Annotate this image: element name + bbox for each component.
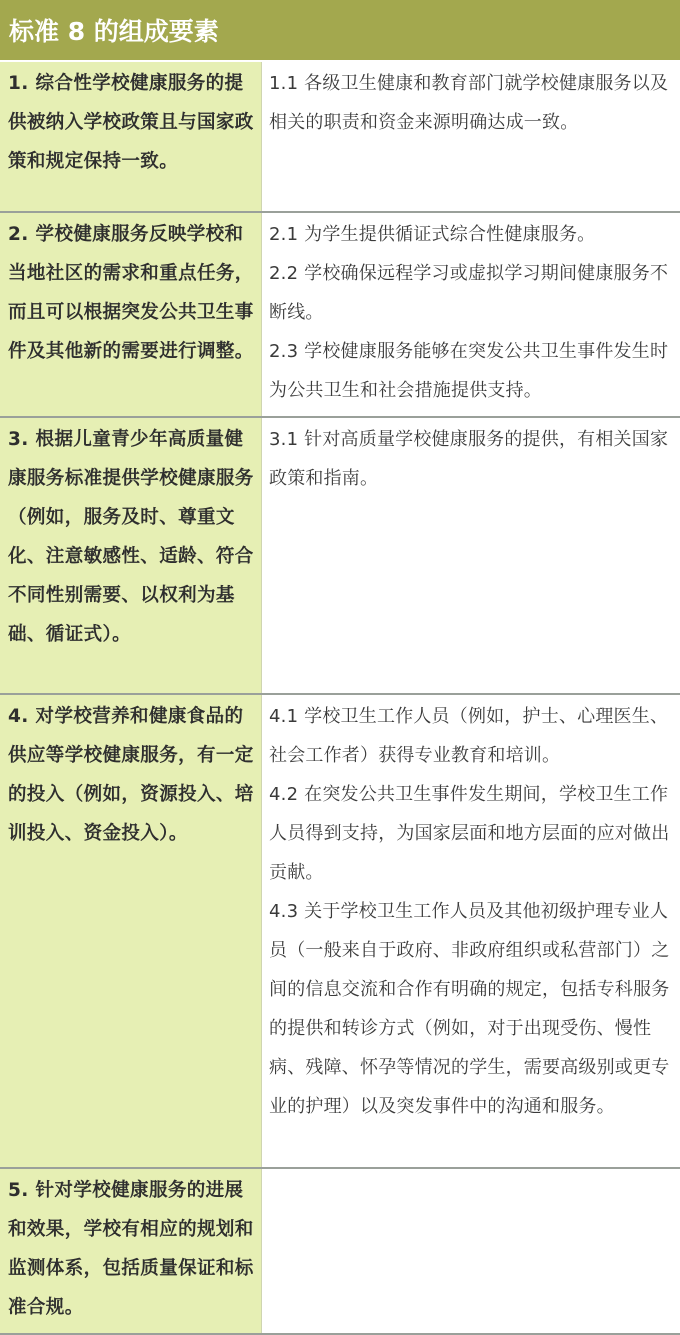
- item-text: 4.2 在突发公共卫生事件发生期间，学校卫生工作人员得到支持，为国家层面和地方层面的应对做出贡献。: [269, 784, 670, 883]
- standard-cell: [0, 1169, 261, 1333]
- item-text: 1.1 各级卫生健康和教育部门就学校健康服务以及相关的职责和资金来源明确达成一致。: [269, 73, 669, 133]
- item-text: 3.1 针对高质量学校健康服务的提供，有相关国家政策和指南。: [269, 429, 669, 489]
- table-row: [0, 695, 680, 1169]
- table-row: [0, 418, 680, 695]
- item-text: 4.3 关于学校卫生工作人员及其他初级护理专业人员（一般来自于政府、非政府组织或私营部门）之间的信息交流和合作有明确的规定，包括专科服务的提供和转诊方式（例如，对于出现受伤、慢性病、残障、怀孕等情况的学生，需要高级别或更专业的护理）以及突发事件中的沟通和服务。: [269, 901, 670, 1117]
- item-text: 2.1 为学生提供循证式综合性健康服务。: [269, 224, 596, 245]
- standard-text: 5. 针对学校健康服务的进展和效果，学校有相应的规划和监测体系，包括质量保证和标准合规。: [8, 1180, 254, 1318]
- table-row: [0, 213, 680, 418]
- standard-cell: [0, 695, 261, 1167]
- table-row: [0, 62, 680, 213]
- standard-text: 1. 综合性学校健康服务的提供被纳入学校政策且与国家政策和规定保持一致。: [8, 73, 254, 172]
- standard-cell: [0, 213, 261, 416]
- item-text: 2.2 学校确保远程学习或虚拟学习期间健康服务不断线。: [269, 263, 669, 323]
- table-header: [0, 0, 680, 62]
- items-cell: [261, 695, 680, 1167]
- standard-text: 2. 学校健康服务反映学校和当地社区的需求和重点任务，而且可以根据突发公共卫生事件及其他新的需要进行调整。: [8, 224, 254, 362]
- item-text: 4.1 学校卫生工作人员（例如，护士、心理医生、社会工作者）获得专业教育和培训。: [269, 706, 669, 766]
- standard-text: 4. 对学校营养和健康食品的供应等学校健康服务，有一定的投入（例如，资源投入、培训投入、资金投入）。: [8, 706, 254, 844]
- standard-cell: [0, 62, 261, 211]
- item-text: 2.3 学校健康服务能够在突发公共卫生事件发生时为公共卫生和社会措施提供支持。: [269, 341, 669, 401]
- standard-cell: [0, 418, 261, 693]
- table-row: [0, 1169, 680, 1335]
- items-cell: [261, 1169, 680, 1333]
- table-title: 标准 8 的组成要素: [9, 17, 219, 46]
- standard-text: 3. 根据儿童青少年高质量健康服务标准提供学校健康服务（例如，服务及时、尊重文化、注意敏感性、适龄、符合不同性别需要、以权利为基础、循证式）。: [8, 429, 254, 645]
- items-cell: [261, 418, 680, 693]
- items-cell: [261, 62, 680, 211]
- items-cell: [261, 213, 680, 416]
